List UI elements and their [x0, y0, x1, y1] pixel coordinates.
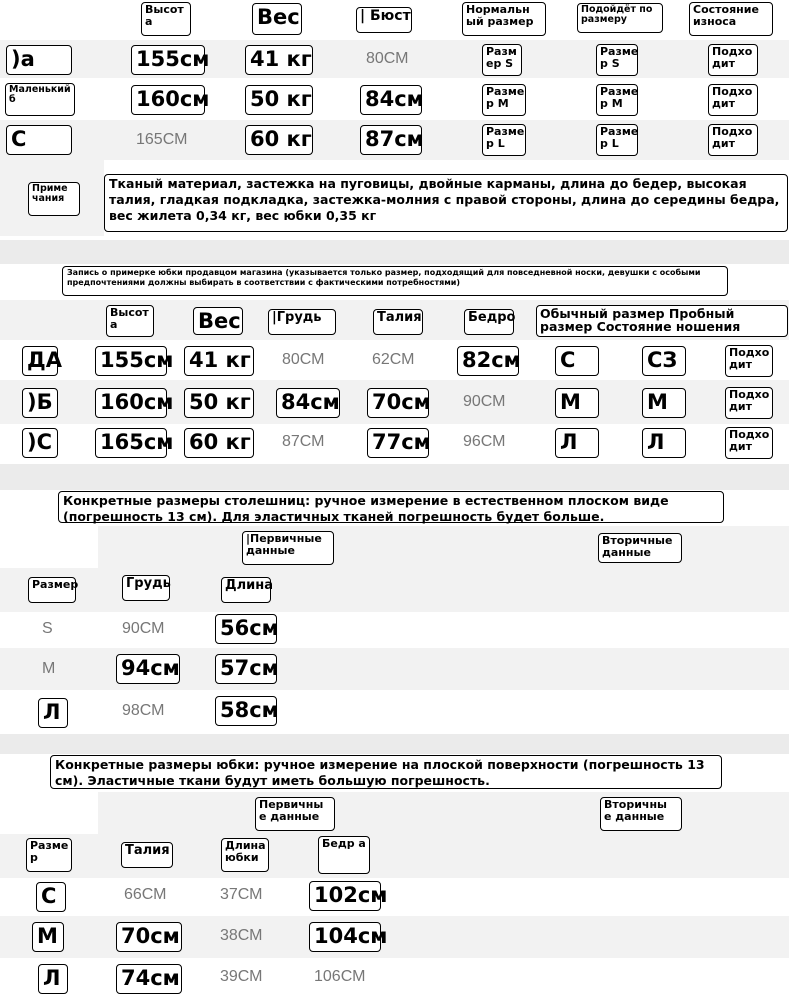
- s4-waist-cell: 66СМ: [124, 886, 167, 903]
- s1-row-label: Маленький б: [5, 83, 75, 116]
- s4-group-row: [98, 792, 789, 834]
- s3-chest-cell: 90СМ: [122, 620, 165, 637]
- s2-header-sizes: Обычный размер Пробный размер Состояние ношения: [536, 305, 788, 337]
- s2-hip-cell: 96СМ: [463, 433, 506, 450]
- s3-chest-cell: 94см: [116, 654, 180, 684]
- s4-size-cell: М: [32, 922, 64, 952]
- s2-row-label: ДА: [22, 346, 58, 376]
- s2-condition-cell: Подхо дит: [725, 387, 773, 419]
- s4-hip-cell: 102см: [309, 881, 381, 911]
- s2-weight-cell: 50 кг: [184, 388, 254, 418]
- s3-header-row: [0, 568, 789, 612]
- s3-length-cell: 58см: [215, 696, 277, 726]
- s1-normal-cell: Разм ер S: [482, 44, 522, 76]
- s3-title: Конкретные размеры столешниц: ручное измерение в естественном плоском виде (погрешность 13 см). Для эластичных тканей погрешность будет больше.: [58, 491, 724, 523]
- s2-row-label: )Б: [22, 388, 58, 418]
- s4-header-length: Длина юбки: [221, 838, 269, 872]
- s2-trial-cell: Л: [642, 428, 686, 458]
- s1-row-label: С: [6, 125, 72, 155]
- s1-condition-cell: Подхо дит: [708, 84, 758, 116]
- s2-waist-cell: 62СМ: [372, 351, 415, 368]
- s1-header-condition: Состояние износа: [689, 2, 773, 36]
- s1-header-weight: Вес: [252, 3, 302, 35]
- spacer: [0, 240, 789, 264]
- s4-header-size: Разме р: [26, 838, 72, 872]
- s2-condition-cell: Подхо дит: [725, 345, 773, 377]
- s2-bust-cell: 87СМ: [282, 433, 325, 450]
- s4-hip-cell: 104см: [309, 922, 381, 952]
- s4-size-cell: С: [36, 882, 66, 912]
- s2-header-height: Высот а: [106, 305, 154, 337]
- s3-length-cell: 56см: [215, 614, 277, 644]
- s1-condition-cell: Подхо дит: [708, 124, 758, 156]
- s2-row-label: )С: [22, 428, 58, 458]
- s4-waist-cell: 70см: [116, 922, 182, 952]
- s4-title: Конкретные размеры юбки: ручное измерение на плоской поверхности (погрешность 13 см). Эластичные ткани будут иметь большую погрешность.: [50, 755, 722, 789]
- s4-length-cell: 38СМ: [220, 927, 263, 944]
- s4-size-cell: Л: [38, 964, 68, 994]
- s2-header-waist: Талия: [373, 309, 423, 335]
- s2-hip-cell: 82см: [457, 346, 519, 376]
- s1-fit-cell: Разме р L: [596, 124, 638, 156]
- s2-normal-cell: Л: [555, 428, 599, 458]
- s1-weight-cell: 60 кг: [245, 125, 313, 155]
- s2-trial-cell: М: [642, 388, 686, 418]
- s1-bust-cell: 84см: [360, 85, 422, 115]
- s4-header-hip: Бедр а: [318, 836, 370, 874]
- s1-normal-cell: Разме р L: [482, 124, 526, 156]
- s4-secondary-label: Вторичны е данные: [600, 797, 682, 831]
- s4-primary-label: Первичны е данные: [255, 797, 335, 831]
- s1-condition-cell: Подхо дит: [708, 44, 758, 76]
- s2-header-hip: Бедро: [464, 309, 514, 335]
- s2-weight-cell: 41 кг: [184, 346, 254, 376]
- s2-height-cell: 155см: [95, 346, 167, 376]
- s3-primary-label: |Первичные данные: [242, 531, 334, 565]
- s4-hip-cell: 106СМ: [314, 968, 366, 985]
- s2-header-weight: Вес: [193, 307, 243, 335]
- s1-height-cell: 160см: [131, 85, 205, 115]
- s4-row-s: [0, 878, 789, 916]
- s1-fit-cell: Разме р М: [596, 84, 638, 116]
- s3-header-size: Размер: [28, 577, 76, 603]
- s1-header-height: Высот а: [141, 2, 191, 36]
- s2-header-bust: |Грудь: [268, 309, 336, 335]
- s1-height-cell: 155см: [131, 45, 205, 75]
- s3-size-cell: S: [42, 620, 53, 637]
- s3-size-cell: M: [42, 660, 56, 677]
- s2-normal-cell: С: [555, 346, 599, 376]
- s3-row-s: [0, 612, 789, 648]
- s3-size-cell: Л: [38, 698, 68, 728]
- s4-waist-cell: 74см: [116, 964, 182, 994]
- s3-length-cell: 57см: [215, 654, 277, 684]
- s3-group-row: [98, 526, 789, 568]
- s1-header-bust: | Бюст: [356, 7, 412, 33]
- spacer: [0, 464, 789, 490]
- s2-waist-cell: 77см: [367, 428, 429, 458]
- notes-text: Тканый материал, застежка на пуговицы, двойные карманы, длина до бедер, высокая талия, гладкая подкладка, застежка-молния с правой стороны, длина до середины бедра, вес жилета 0,34 кг, вес юбки 0,35 кг: [104, 174, 788, 232]
- s1-bust-cell: 80СМ: [366, 50, 409, 67]
- s4-length-cell: 39СМ: [220, 968, 263, 985]
- s2-height-cell: 165см: [95, 428, 167, 458]
- s1-header-normal: Нормальн ый размер: [462, 2, 546, 36]
- s4-header-waist: Талия: [121, 842, 173, 868]
- s4-length-cell: 37СМ: [220, 886, 263, 903]
- s2-normal-cell: М: [555, 388, 599, 418]
- s3-header-chest: Грудь: [122, 575, 170, 601]
- s3-header-length: Длина: [221, 577, 271, 603]
- s1-height-cell: 165СМ: [136, 131, 188, 148]
- s1-header-fit: Подойдёт по размеру: [577, 3, 663, 33]
- s2-bust-cell: 84см: [276, 388, 340, 418]
- notes-label: Приме чания: [28, 182, 80, 216]
- spacer: [0, 734, 789, 754]
- s3-secondary-label: Вторичные данные: [598, 533, 682, 563]
- s2-condition-cell: Подхо дит: [725, 427, 773, 459]
- s2-bust-cell: 80СМ: [282, 351, 325, 368]
- s4-header-row: [0, 834, 789, 878]
- s1-fit-cell: Разме р S: [596, 44, 638, 76]
- s2-title: Запись о примерке юбки продавцом магазина (указывается только размер, подходящий для повседневной носки, девушки с особыми предпочтениями должны выбирать в соответствии с фактическими потребностями): [62, 266, 728, 296]
- s2-trial-cell: СЗ: [642, 346, 686, 376]
- s1-bust-cell: 87см: [360, 125, 422, 155]
- s1-weight-cell: 41 кг: [245, 45, 313, 75]
- s1-row-label: )а: [6, 45, 72, 75]
- s3-row-l: [0, 690, 789, 734]
- s2-hip-cell: 90СМ: [463, 393, 506, 410]
- s1-weight-cell: 50 кг: [245, 85, 313, 115]
- s1-normal-cell: Разме р М: [482, 84, 526, 116]
- s2-height-cell: 160см: [95, 388, 167, 418]
- s3-chest-cell: 98СМ: [122, 702, 165, 719]
- s2-waist-cell: 70см: [367, 388, 429, 418]
- s2-weight-cell: 60 кг: [184, 428, 254, 458]
